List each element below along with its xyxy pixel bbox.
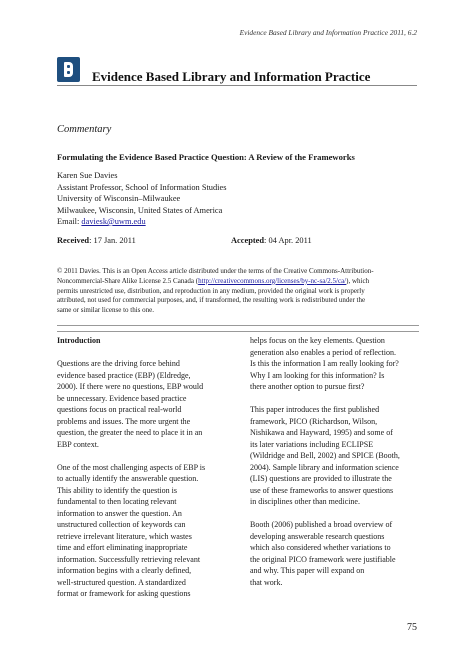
received-value: : 17 Jan. 2011	[89, 236, 136, 245]
author-position: Assistant Professor, School of Information Studies	[57, 183, 227, 192]
journal-logo-icon	[57, 57, 80, 82]
paragraph: helps focus on the key elements. Question generation also enables a period of reflection. Is this the information I am really looking for? Why I am looking for this information? Is there another option to pursue first?	[250, 336, 399, 391]
email-label: Email:	[57, 217, 80, 226]
author-institution: University of Wisconsin–Milwaukee	[57, 194, 181, 203]
accepted-label: Accepted	[231, 236, 265, 245]
received-label: Received	[57, 236, 90, 245]
section-divider-bottom	[57, 331, 419, 332]
copyright-line: same or similar license to this one.	[57, 306, 155, 315]
journal-title: Evidence Based Library and Information Practice	[92, 69, 371, 84]
accepted-date	[231, 236, 312, 245]
section-divider-top	[57, 325, 419, 326]
right-column	[250, 335, 425, 600]
article-title: Formulating the Evidence Based Practice Question: A Review of the Frameworks	[57, 152, 355, 162]
received-date	[57, 236, 136, 245]
introduction-heading: Introduction	[57, 336, 101, 345]
title-divider	[57, 85, 417, 86]
copyright-line: permits unrestricted use, distribution, and reproduction in any medium, provided the original work is properly	[57, 286, 365, 295]
paragraph: This paper introduces the first published framework, PICO (Richardson, Wilson, Nishikawa and Hayward, 1995) and some of its later variations including ECLIPSE (Wildridge and Bell, 2002) and SPICE (Booth, 2004). Sample library and information science (LIS) questions are provided to illustrate the use of these frameworks to answer questions in disciplines other than medicine.	[250, 405, 400, 506]
left-column	[57, 335, 232, 611]
author-location: Milwaukee, Wisconsin, United States of America	[57, 206, 223, 215]
paragraph: One of the most challenging aspects of EBP is to actually identify the answerable question. This ability to identify the question is fundamental to then locating relevant information to answer the question. An unstructured collection of keywords can retrieve irrelevant literature, which wastes time and effort eliminating inappropriate information. Successfully retrieving relevant information begins with a clearly defined, well-structured question. A standardized format or framework for asking questions	[57, 462, 206, 598]
email-link[interactable]: daviesk@uwm.edu	[81, 217, 146, 226]
copyright-notice	[57, 267, 421, 316]
license-link[interactable]: http://creativecommons.org/licenses/by-nc-sa/2.5/ca/	[198, 276, 347, 285]
section-label: Commentary	[57, 124, 112, 135]
author-name: Karen Sue Davies	[57, 171, 118, 180]
copyright-line: © 2011 Davies. This is an Open Access article distributed under the terms of the Creative Commons‐Attribution‐	[57, 267, 374, 275]
copyright-line: attributed, not used for commercial purposes, and, if transformed, the resulting work is redistributed under the	[57, 296, 366, 305]
copyright-line: Noncommercial‐Share Alike License 2.5 Canada (http://creativecommons.org/licenses/by-nc-sa/2.5/ca/), which	[57, 276, 370, 285]
paragraph: Questions are the driving force behind evidence based practice (EBP) (Eldredge, 2000). If there were no questions, EBP would be unnecessary. Evidence based practice questions focus on practical real-world problems and issues. The more urgent the question, the greater the need to place it in an EBP context.	[57, 359, 204, 449]
author-email-line	[57, 216, 146, 228]
page-number: 75	[407, 622, 417, 633]
paragraph: Booth (2006) published a broad overview of developing answerable research questions which also considered whether variations to the original PICO framework were justifiable and why. This paper will expand on that work.	[250, 520, 396, 587]
accepted-value: : 04 Apr. 2011	[264, 236, 312, 245]
running-header: Evidence Based Library and Information Practice 2011, 6.2	[239, 28, 417, 37]
